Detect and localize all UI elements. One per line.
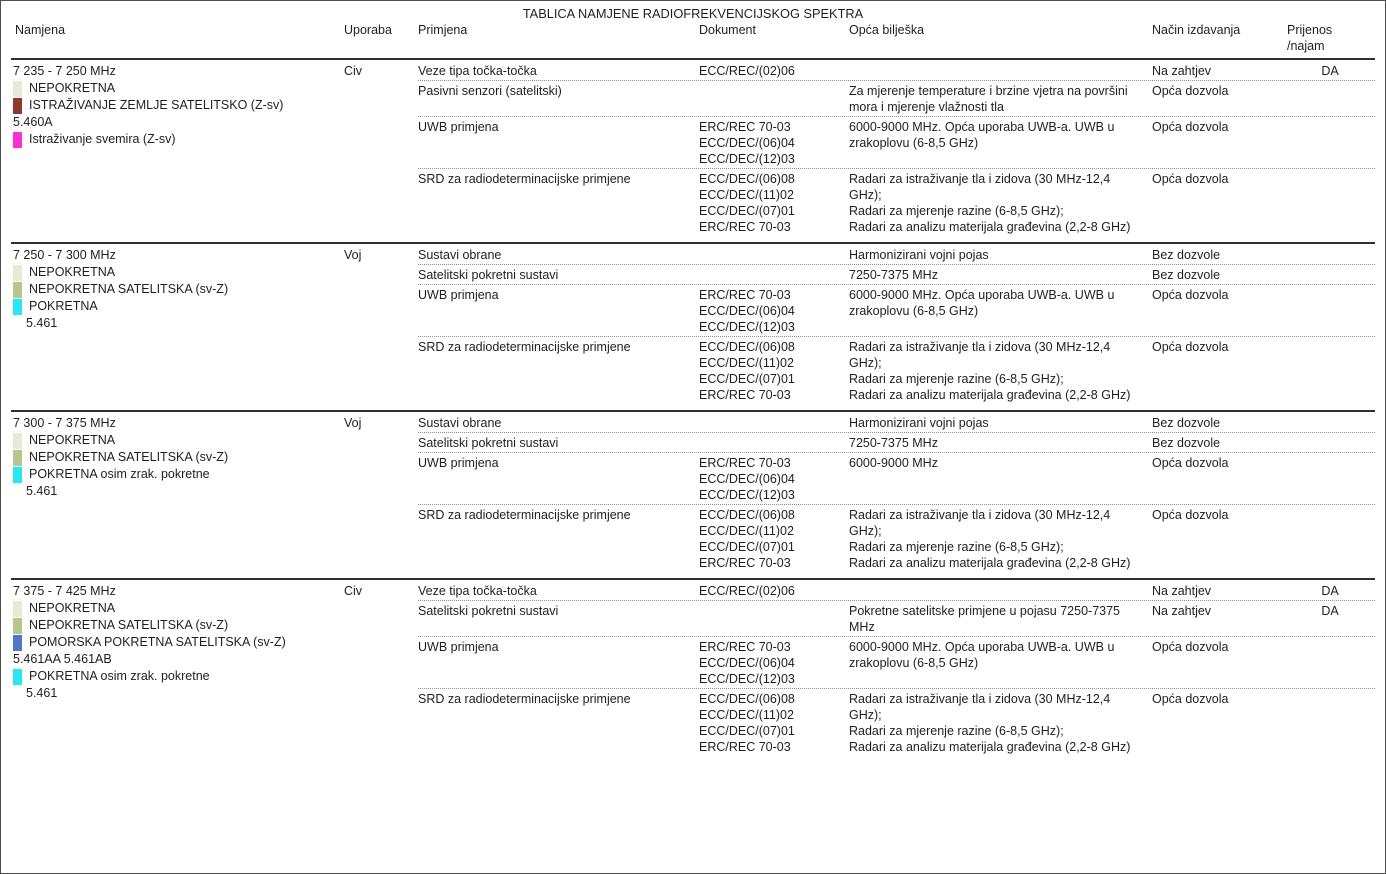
document-reference: ECC/DEC/(07)01: [699, 540, 795, 554]
application-cell: Sustavi obrane: [418, 416, 502, 430]
note-text: 6000-9000 MHz. Opća uporaba UWB-a. UWB u zrakoplovu (6-8,5 GHz): [849, 640, 1115, 670]
allocation-service-label: ISTRAŽIVANJE ZEMLJE SATELITSKO (Z-sv): [29, 98, 284, 112]
application-row: [418, 504, 1375, 572]
olive-color-chip: [13, 618, 22, 634]
beige-color-chip: [13, 81, 22, 97]
issuance-cell: Opća dozvola: [1152, 456, 1229, 470]
issuance-cell: Bez dozvole: [1152, 416, 1221, 430]
document-cell: [699, 171, 849, 235]
note-text: Pokretne satelitske primjene u pojasu 7250-7375 MHz: [849, 604, 1121, 634]
allocation-service: [13, 80, 338, 97]
note-cell: [849, 639, 1152, 671]
note-text: 7250-7375 MHz: [849, 436, 938, 450]
application-row: [418, 80, 1375, 116]
cyan-color-chip: [13, 669, 22, 685]
allocation-service: [13, 264, 338, 281]
note-cell: [849, 119, 1152, 151]
application-row: [418, 244, 1375, 264]
document-reference: ECC/DEC/(06)04: [699, 136, 795, 150]
document-reference: ECC/DEC/(11)02: [699, 188, 794, 202]
application-cell: Veze tipa točka-točka: [418, 64, 537, 78]
application-row: [418, 116, 1375, 168]
issuance-cell: Opća dozvola: [1152, 508, 1229, 522]
document-reference: ERC/REC 70-03: [699, 740, 791, 754]
document-reference: ECC/DEC/(06)04: [699, 472, 795, 486]
column-header-namjena: Namjena: [15, 23, 66, 37]
application-row: [418, 168, 1375, 236]
application-cell: SRD za radiodeterminacijske primjene: [418, 692, 631, 706]
document-reference: ECC/DEC/(06)04: [699, 304, 795, 318]
beige-color-chip: [13, 601, 22, 617]
column-header-prijenos-line2: /najam: [1287, 39, 1325, 53]
allocation-service: [13, 97, 338, 114]
note-text: Radari za istraživanje tla i zidova (30 MHz-12,4 GHz);: [849, 508, 1111, 538]
issuance-cell: Bez dozvole: [1152, 248, 1221, 262]
application-rows: [418, 60, 1375, 236]
note-text: 6000-9000 MHz. Opća uporaba UWB-a. UWB u zrakoplovu (6-8,5 GHz): [849, 288, 1115, 318]
document-reference: ERC/REC 70-03: [699, 220, 791, 234]
column-header-nacin-izdavanja: Način izdavanja: [1152, 23, 1241, 37]
note-text: Radari za analizu materijala građevina (2,2-8 GHz): [849, 220, 1131, 234]
note-text: 7250-7375 MHz: [849, 268, 938, 282]
footnote-reference: 5.461: [26, 316, 58, 330]
allocation-service: [13, 432, 338, 449]
allocation-service-label: NEPOKRETNA: [29, 81, 116, 95]
document-cell: [699, 63, 849, 79]
issuance-cell: Na zahtjev: [1152, 604, 1212, 618]
usage-cell: Civ: [344, 64, 363, 78]
application-cell: UWB primjena: [418, 120, 499, 134]
magenta-color-chip: [13, 132, 22, 148]
note-text: Radari za analizu materijala građevina (2,2-8 GHz): [849, 556, 1131, 570]
allocation-cell: [11, 412, 344, 500]
allocation-cell: [11, 244, 344, 332]
application-row: [418, 452, 1375, 504]
allocation-service-label: NEPOKRETNA: [29, 601, 116, 615]
frequency-range: 7 250 - 7 300 MHz: [13, 248, 116, 262]
column-header-dokument: Dokument: [699, 23, 756, 37]
frequency-range: 7 375 - 7 425 MHz: [13, 584, 116, 598]
issuance-cell: Bez dozvole: [1152, 268, 1221, 282]
frequency-band-row: [11, 410, 1375, 578]
allocation-service-label: NEPOKRETNA: [29, 265, 116, 279]
allocation-service-label: Istraživanje svemira (Z-sv): [29, 132, 176, 146]
allocation-service-label: POKRETNA: [29, 299, 98, 313]
document-cell: [699, 119, 849, 167]
footnote-reference: 5.460A: [13, 115, 53, 129]
note-text: Radari za analizu materijala građevina (2,2-8 GHz): [849, 388, 1131, 402]
column-header-prijenos-line1: Prijenos: [1287, 23, 1333, 37]
column-header-prijenos-najam: [1287, 22, 1373, 54]
document-reference: ERC/REC 70-03: [699, 456, 791, 470]
note-text: Radari za istraživanje tla i zidova (30 MHz-12,4 GHz);: [849, 692, 1111, 722]
allocation-service-label: NEPOKRETNA SATELITSKA (sv-Z): [29, 450, 229, 464]
document-reference: ECC/DEC/(06)08: [699, 340, 795, 354]
document-reference: ECC/DEC/(12)03: [699, 320, 795, 334]
allocation-service: [13, 131, 338, 148]
table-body: [11, 58, 1375, 762]
document-reference: ECC/DEC/(12)03: [699, 488, 795, 502]
document-reference: ERC/REC 70-03: [699, 388, 791, 402]
application-row: [418, 688, 1375, 756]
note-cell: [849, 171, 1152, 235]
allocation-service-label: POMORSKA POKRETNA SATELITSKA (sv-Z): [29, 635, 286, 649]
allocation-service-label: NEPOKRETNA SATELITSKA (sv-Z): [29, 618, 229, 632]
document-cell: [699, 455, 849, 503]
column-header-uporaba: Uporaba: [344, 23, 392, 37]
application-row: [418, 336, 1375, 404]
note-cell: [849, 603, 1152, 635]
document-reference: ECC/DEC/(11)02: [699, 524, 794, 538]
application-cell: Satelitski pokretni sustavi: [418, 436, 559, 450]
application-rows: [418, 412, 1375, 572]
allocation-service: [13, 466, 338, 483]
allocation-service: [13, 617, 338, 634]
document-cell: [699, 583, 849, 599]
maroon-color-chip: [13, 98, 22, 114]
document-cell: [699, 507, 849, 571]
olive-color-chip: [13, 450, 22, 466]
document-reference: ECC/DEC/(12)03: [699, 152, 795, 166]
document-reference: ECC/DEC/(06)04: [699, 656, 795, 670]
cyan-color-chip: [13, 299, 22, 315]
document-cell: [699, 287, 849, 335]
document-reference: ECC/DEC/(12)03: [699, 672, 795, 686]
note-text: Radari za analizu materijala građevina (2,2-8 GHz): [849, 740, 1131, 754]
frequency-band-row: [11, 58, 1375, 242]
issuance-cell: Opća dozvola: [1152, 172, 1229, 186]
application-row: [418, 264, 1375, 284]
application-cell: SRD za radiodeterminacijske primjene: [418, 172, 631, 186]
footnote-reference: 5.461AA 5.461AB: [13, 652, 112, 666]
application-cell: UWB primjena: [418, 288, 499, 302]
note-text: 6000-9000 MHz. Opća uporaba UWB-a. UWB u zrakoplovu (6-8,5 GHz): [849, 120, 1115, 150]
document-reference: ERC/REC 70-03: [699, 640, 791, 654]
application-cell: Satelitski pokretni sustavi: [418, 268, 559, 282]
document-reference: ECC/REC/(02)06: [699, 584, 795, 598]
document-reference: ECC/DEC/(07)01: [699, 724, 795, 738]
note-cell: [849, 267, 1152, 283]
note-text: Radari za mjerenje razine (6-8,5 GHz);: [849, 372, 1064, 386]
usage-cell: Voj: [344, 416, 362, 430]
blue-color-chip: [13, 635, 22, 651]
issuance-cell: Opća dozvola: [1152, 692, 1229, 706]
cyan-color-chip: [13, 467, 22, 483]
application-row: [418, 580, 1375, 600]
note-cell: [849, 339, 1152, 403]
note-cell: [849, 415, 1152, 431]
transfer-cell: DA: [1321, 584, 1339, 598]
document-cell: [699, 639, 849, 687]
page-title: TABLICA NAMJENE RADIOFREKVENCIJSKOG SPEKTRA: [522, 6, 864, 21]
application-row: [418, 412, 1375, 432]
note-cell: [849, 83, 1152, 115]
allocation-service: [13, 634, 338, 651]
application-cell: SRD za radiodeterminacijske primjene: [418, 340, 631, 354]
beige-color-chip: [13, 265, 22, 281]
application-row: [418, 636, 1375, 688]
application-cell: SRD za radiodeterminacijske primjene: [418, 508, 631, 522]
transfer-cell: DA: [1321, 604, 1339, 618]
document-reference: ECC/DEC/(06)08: [699, 692, 795, 706]
frequency-band-row: [11, 578, 1375, 762]
note-text: Radari za mjerenje razine (6-8,5 GHz);: [849, 540, 1064, 554]
allocation-cell: [11, 60, 344, 148]
usage-cell: Civ: [344, 584, 363, 598]
application-rows: [418, 244, 1375, 404]
allocation-service-label: POKRETNA osim zrak. pokretne: [29, 669, 210, 683]
document-reference: ECC/DEC/(11)02: [699, 356, 794, 370]
document-reference: ERC/REC 70-03: [699, 288, 791, 302]
issuance-cell: Opća dozvola: [1152, 340, 1229, 354]
application-cell: Sustavi obrane: [418, 248, 502, 262]
footnote-reference: 5.461: [26, 484, 58, 498]
allocation-service-label: NEPOKRETNA: [29, 433, 116, 447]
transfer-cell: DA: [1321, 64, 1339, 78]
column-header-primjena: Primjena: [418, 23, 468, 37]
note-text: Radari za istraživanje tla i zidova (30 MHz-12,4 GHz);: [849, 340, 1111, 370]
frequency-band-row: [11, 242, 1375, 410]
frequency-range: 7 300 - 7 375 MHz: [13, 416, 116, 430]
note-text: 6000-9000 MHz: [849, 456, 938, 470]
application-cell: UWB primjena: [418, 640, 499, 654]
application-row: [418, 60, 1375, 80]
document-reference: ERC/REC 70-03: [699, 556, 791, 570]
note-text: Radari za mjerenje razine (6-8,5 GHz);: [849, 724, 1064, 738]
issuance-cell: Opća dozvola: [1152, 120, 1229, 134]
document-cell: [699, 339, 849, 403]
allocation-service: [13, 668, 338, 685]
note-text: Harmonizirani vojni pojas: [849, 416, 989, 430]
issuance-cell: Opća dozvola: [1152, 288, 1229, 302]
note-text: Harmonizirani vojni pojas: [849, 248, 989, 262]
application-cell: Satelitski pokretni sustavi: [418, 604, 559, 618]
application-cell: UWB primjena: [418, 456, 499, 470]
issuance-cell: Opća dozvola: [1152, 84, 1229, 98]
application-cell: Pasivni senzori (satelitski): [418, 84, 562, 98]
application-rows: [418, 580, 1375, 756]
application-row: [418, 284, 1375, 336]
allocation-service: [13, 281, 338, 298]
application-row: [418, 600, 1375, 636]
note-cell: [849, 247, 1152, 263]
document-cell: [699, 691, 849, 755]
document-reference: ECC/DEC/(06)08: [699, 172, 795, 186]
application-row: [418, 432, 1375, 452]
note-text: Radari za istraživanje tla i zidova (30 MHz-12,4 GHz);: [849, 172, 1111, 202]
note-text: Za mjerenje temperature i brzine vjetra na površini mora i mjerenje vlažnosti tla: [849, 84, 1128, 114]
document-reference: ECC/DEC/(07)01: [699, 372, 795, 386]
allocation-service: [13, 600, 338, 617]
olive-color-chip: [13, 282, 22, 298]
application-cell: Veze tipa točka-točka: [418, 584, 537, 598]
document-reference: ECC/DEC/(06)08: [699, 508, 795, 522]
note-cell: [849, 435, 1152, 451]
allocation-service: [13, 298, 338, 315]
note-text: Radari za mjerenje razine (6-8,5 GHz);: [849, 204, 1064, 218]
allocation-service-label: NEPOKRETNA SATELITSKA (sv-Z): [29, 282, 229, 296]
note-cell: [849, 691, 1152, 755]
note-cell: [849, 455, 1152, 471]
document-reference: ECC/REC/(02)06: [699, 64, 795, 78]
document-reference: ECC/DEC/(11)02: [699, 708, 794, 722]
issuance-cell: Na zahtjev: [1152, 64, 1212, 78]
table-header: [11, 22, 1375, 54]
footnote-reference: 5.461: [26, 686, 58, 700]
allocation-service-label: POKRETNA osim zrak. pokretne: [29, 467, 210, 481]
allocation-service: [13, 449, 338, 466]
document-reference: ECC/DEC/(07)01: [699, 204, 795, 218]
issuance-cell: Bez dozvole: [1152, 436, 1221, 450]
usage-cell: Voj: [344, 248, 362, 262]
column-header-opca-biljeska: Opća bilješka: [849, 23, 925, 37]
note-cell: [849, 507, 1152, 571]
note-cell: [849, 287, 1152, 319]
document-reference: ERC/REC 70-03: [699, 120, 791, 134]
frequency-range: 7 235 - 7 250 MHz: [13, 64, 116, 78]
allocation-cell: [11, 580, 344, 702]
issuance-cell: Opća dozvola: [1152, 640, 1229, 654]
issuance-cell: Na zahtjev: [1152, 584, 1212, 598]
beige-color-chip: [13, 433, 22, 449]
